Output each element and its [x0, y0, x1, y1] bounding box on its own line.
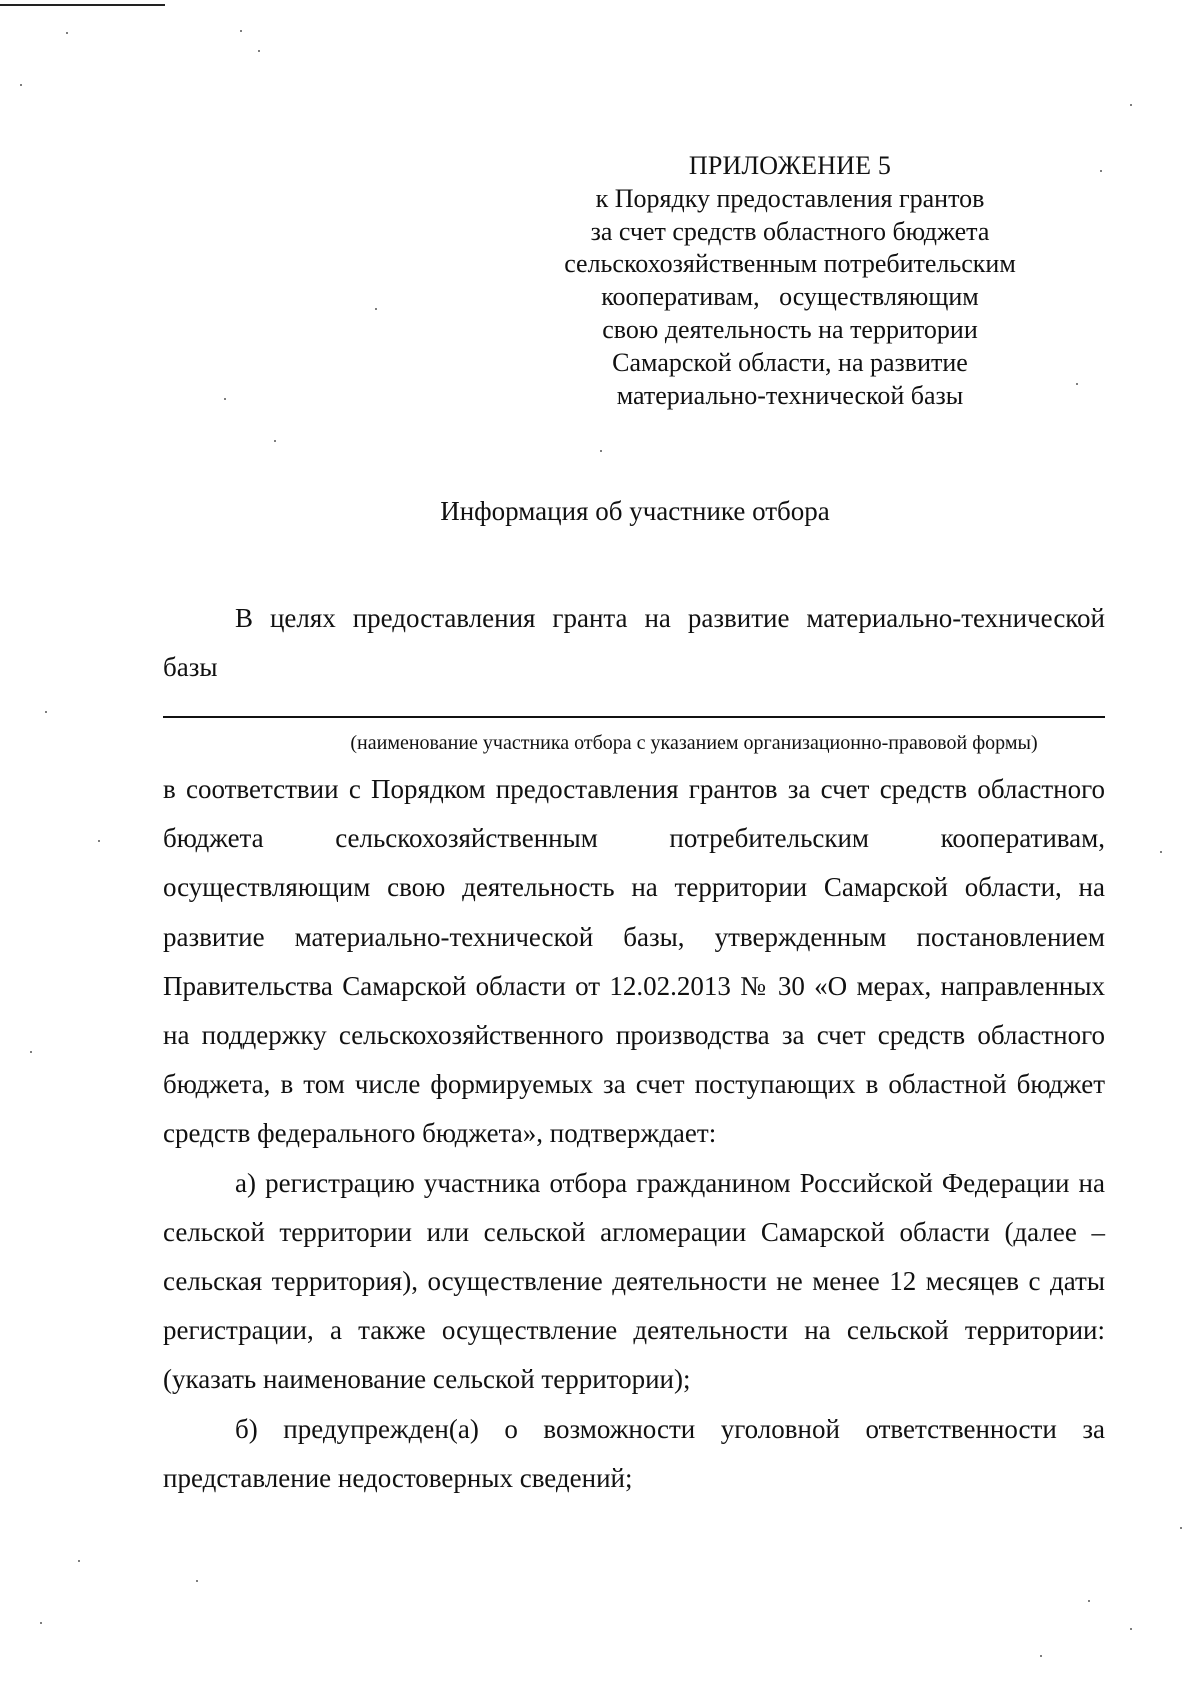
- appendix-line: сельскохозяйственным потребительским: [564, 249, 1016, 279]
- appendix-line: свою деятельность на территории: [602, 314, 978, 344]
- participant-name-line: [163, 716, 1105, 718]
- appendix-line: материально-технической базы: [616, 380, 964, 410]
- appendix-heading: ПРИЛОЖЕНИЕ 5: [688, 151, 892, 180]
- document-title: Информация об участнике отбора: [440, 496, 830, 526]
- appendix-line: Самарской области, на развитие: [612, 347, 968, 377]
- body-paragraph-item-b: б) предупрежден(а) о возможности уголовной ответственности за представление недостоверных сведений;: [163, 1413, 1105, 1493]
- scan-edge-line: [0, 4, 165, 6]
- participant-name-caption: (наименование участника отбора с указанием организационно-правовой формы): [350, 732, 1038, 754]
- intro-paragraph: В целях предоставления гранта на развитие материально-технической базы: [163, 603, 1105, 682]
- document-body: [163, 765, 1105, 1503]
- body-paragraph-compliance: в соответствии с Порядком предоставления грантов за счет средств областного бюджета сельскохозяйственным потребительским кооперативам, осуществляющим свою деятельность на территории Самарской области, на развитие материально-технической базы, утвержденным постановлением Правительства Самарской области от 12.02.2013 № 30 «О мерах, направленных на поддержку сельскохозяйственного производства за счет средств областного бюджета, в том числе формируемых за счет поступающих в областной бюджет средств федерального бюджета», подтверждает:: [163, 774, 1105, 1149]
- appendix-line: к Порядку предоставления грантов: [595, 183, 985, 213]
- appendix-block: [520, 150, 1060, 412]
- appendix-line: за счет средств областного бюджета: [590, 216, 990, 246]
- appendix-line: кооперативам, осуществляющим: [601, 282, 979, 312]
- body-paragraph-item-a: а) регистрацию участника отбора гражданином Российской Федерации на сельской территории или сельской агломерации Самарской области (далее – сельская территория), осуществление деятельности не менее 12 месяцев с даты регистрации, а также осуществление деятельности на сельской территории: (указать наименование сельской территории);: [163, 1167, 1105, 1395]
